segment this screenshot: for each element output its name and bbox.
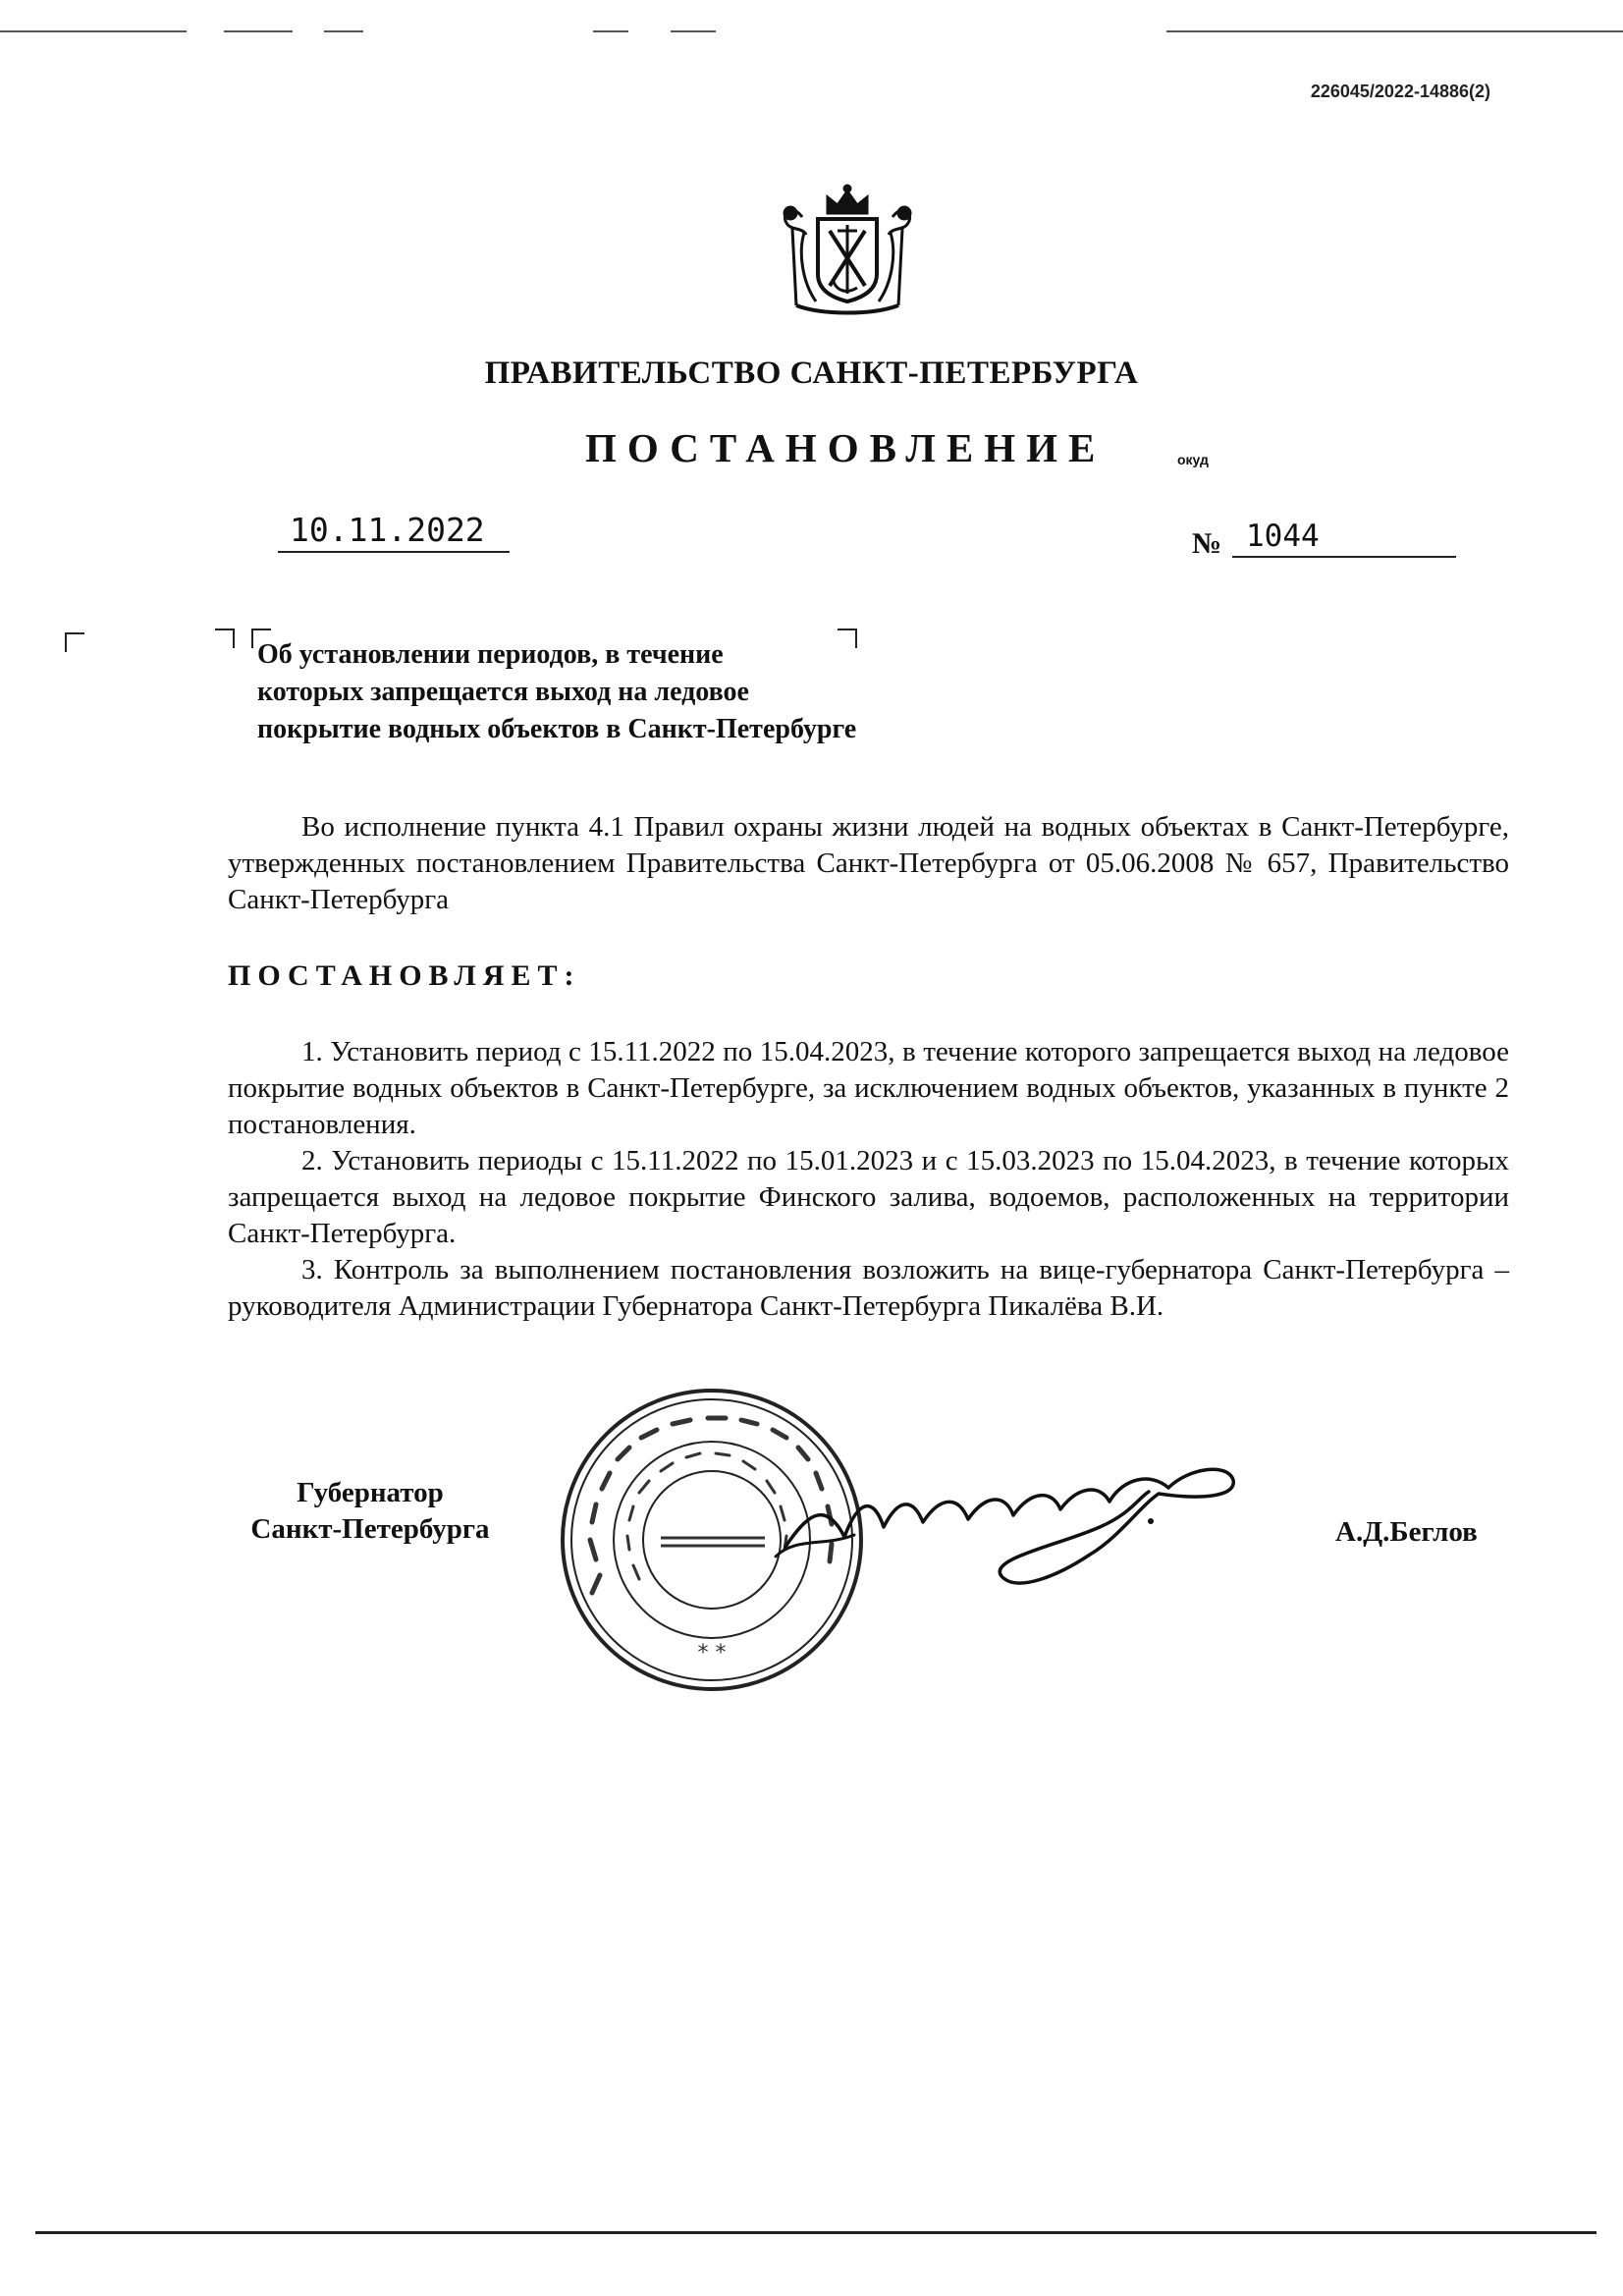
scan-mark	[324, 30, 363, 32]
position-line: Губернатор	[297, 1477, 444, 1508]
resolution-item: 3. Контроль за выполнением постановления возложить на вице-губернатора Санкт-Петербурга – руководителя Администрации Губернатора Санкт-Петербурга Пикалёва В.И.	[228, 1254, 1509, 1322]
signatory-name: А.Д.Беглов	[1335, 1516, 1478, 1548]
resolution-item: 1. Установить период с 15.11.2022 по 15.04.2023, в течение которого запрещается выход на ледовое покрытие водных объектов в Санкт-Петербурге, за исключением водных объектов, указанных в пункте 2 постановления.	[228, 1036, 1509, 1140]
scan-mark	[593, 30, 628, 32]
position-line: Санкт-Петербурга	[250, 1513, 490, 1545]
svg-text:* *: * *	[697, 1641, 727, 1666]
scan-mark	[1166, 30, 1623, 32]
document-date: 10.11.2022	[278, 511, 510, 553]
signatory-position	[228, 1475, 513, 1548]
resolution-item: 2. Установить периоды с 15.11.2022 по 15.01.2023 и с 15.03.2023 по 15.04.2023, в течение которых запрещается выход на ледовое покрытие Финского залива, водоемов, расположенных на территории Санкт-Петербурга.	[228, 1145, 1509, 1249]
scan-mark	[0, 30, 187, 32]
handwritten-signature-icon	[766, 1429, 1247, 1596]
bottom-rule	[35, 2231, 1596, 2234]
coat-of-arms-icon	[773, 184, 922, 319]
registration-number: 226045/2022-14886(2)	[1310, 82, 1490, 101]
document-number: 1044	[1232, 519, 1456, 558]
intro-paragraph: Во исполнение пункта 4.1 Правил охраны жизни людей на водных объектах в Санкт-Петербурге, утвержденных постановлением Правительства Санкт-Петербурга от 05.06.2008 № 657, Правительство Санкт-Петербурга	[228, 811, 1509, 915]
corner-mark	[65, 632, 84, 652]
subject-line: Об установлении периодов, в течение	[257, 639, 724, 670]
resolution-items	[228, 1034, 1509, 1325]
document-subject	[257, 636, 856, 748]
resolves-heading: ПОСТАНОВЛЯЕТ:	[228, 959, 581, 992]
document-type: ПОСТАНОВЛЕНИЕ	[585, 425, 1107, 470]
scan-mark	[224, 30, 293, 32]
subject-line: покрытие водных объектов в Санкт-Петербурге	[257, 714, 857, 744]
subject-line: которых запрещается выход на ледовое	[257, 677, 749, 707]
okud-label: окуд	[1177, 452, 1209, 467]
number-sign: №	[1192, 527, 1222, 560]
government-title: ПРАВИТЕЛЬСТВО САНКТ-ПЕТЕРБУРГА	[484, 355, 1139, 391]
scan-mark	[671, 30, 716, 32]
corner-mark	[215, 629, 235, 648]
